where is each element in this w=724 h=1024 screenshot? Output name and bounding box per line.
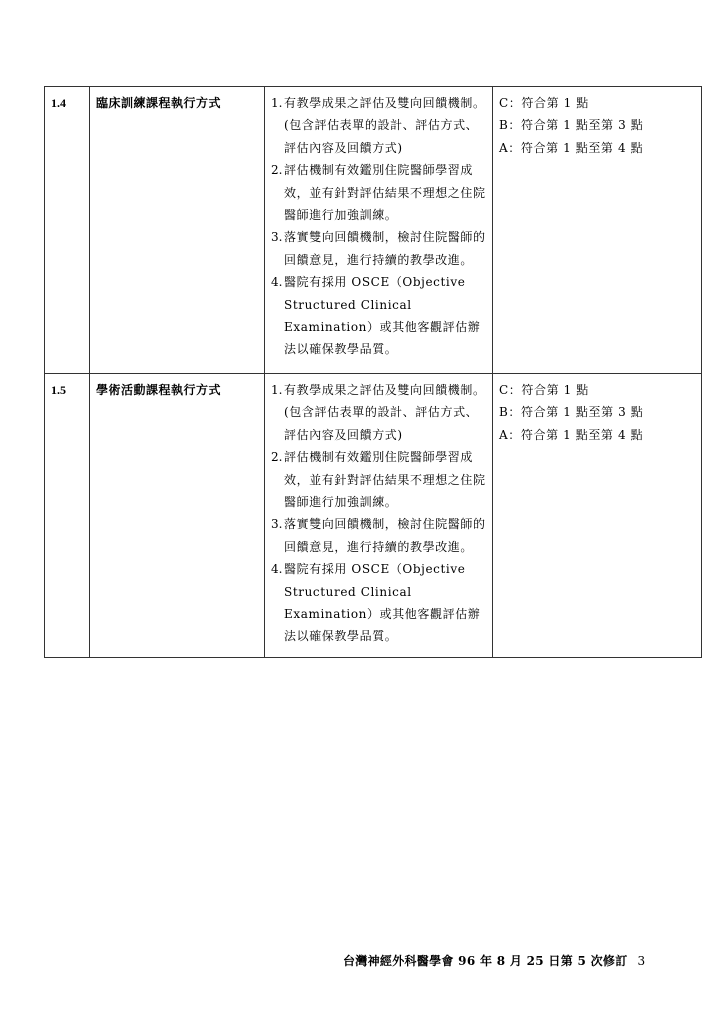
grade-c: C：符合第 1 點 <box>499 96 589 110</box>
page-footer <box>343 952 645 969</box>
revision-note: 台灣神經外科醫學會 96 年 8 月 25 日第 5 次修訂 <box>343 954 628 968</box>
grade-a: A：符合第 1 點至第 4 點 <box>499 427 644 442</box>
item-number: 1.5 <box>45 374 90 658</box>
requirement-text: 醫院有採用 OSCE（Objective Structured Clinical Examination）或其他客觀評估辦法以確保教學品質。 <box>284 275 481 357</box>
requirement-index: 4. <box>271 275 283 290</box>
requirement-item <box>271 379 486 446</box>
requirement-text: 落實雙向回饋機制，檢討住院醫師的回饋意見，進行持續的教學改進。 <box>284 230 486 267</box>
requirement-index: 2. <box>271 163 283 178</box>
requirement-item <box>271 226 486 271</box>
criteria-table <box>44 86 702 658</box>
requirement-item <box>271 92 486 159</box>
grade-c: C：符合第 1 點 <box>499 383 589 397</box>
requirement-text: 落實雙向回饋機制，檢討住院醫師的回饋意見，進行持續的教學改進。 <box>284 517 486 554</box>
requirements-cell <box>265 374 493 658</box>
requirement-index: 2. <box>271 450 283 465</box>
item-number: 1.4 <box>45 87 90 374</box>
item-title: 臨床訓練課程執行方式 <box>90 87 265 374</box>
grade-a: A：符合第 1 點至第 4 點 <box>499 140 644 155</box>
requirement-index: 1. <box>271 383 283 397</box>
grade-b: B：符合第 1 點至第 3 點 <box>499 405 644 420</box>
requirement-item <box>271 446 486 513</box>
requirement-index: 3. <box>271 517 283 532</box>
requirement-text: 評估機制有效鑑別住院醫師學習成效，並有針對評估結果不理想之住院醫師進行加強訓練。 <box>284 450 486 510</box>
page-number: 3 <box>637 954 646 968</box>
requirement-item <box>271 159 486 226</box>
requirements-cell <box>265 87 493 374</box>
requirement-text: 有教學成果之評估及雙向回饋機制。(包含評估表單的設計、評估方式、評估內容及回饋方式) <box>284 96 486 155</box>
requirement-index: 3. <box>271 230 283 245</box>
requirement-index: 1. <box>271 96 283 110</box>
requirement-item <box>271 271 486 361</box>
requirement-text: 評估機制有效鑑別住院醫師學習成效，並有針對評估結果不理想之住院醫師進行加強訓練。 <box>284 163 486 223</box>
requirement-text: 醫院有採用 OSCE（Objective Structured Clinical Examination）或其他客觀評估辦法以確保教學品質。 <box>284 562 481 644</box>
criteria-row <box>45 87 702 374</box>
criteria-row <box>45 374 702 658</box>
requirement-item <box>271 513 486 558</box>
requirement-text: 有教學成果之評估及雙向回饋機制。(包含評估表單的設計、評估方式、評估內容及回饋方式) <box>284 383 486 442</box>
requirement-index: 4. <box>271 562 283 577</box>
grade-b: B：符合第 1 點至第 3 點 <box>499 118 644 133</box>
grading-cell <box>493 374 702 658</box>
requirement-item <box>271 558 486 648</box>
item-title: 學術活動課程執行方式 <box>90 374 265 658</box>
grading-cell <box>493 87 702 374</box>
